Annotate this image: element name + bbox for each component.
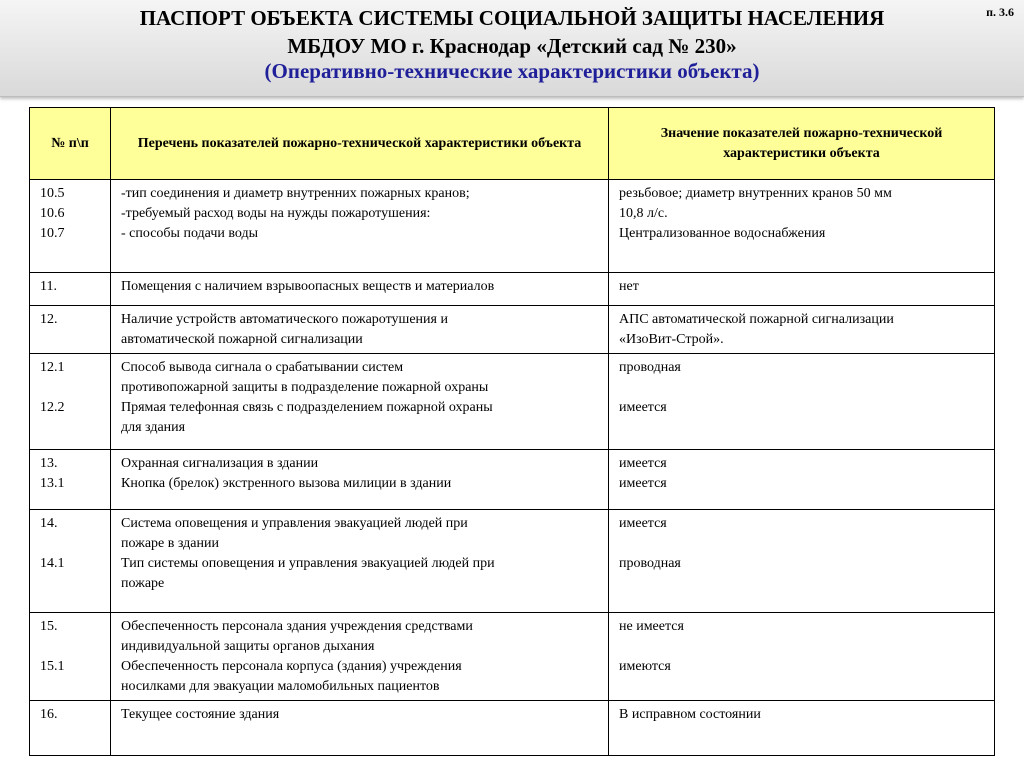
cell-indicator-line: Помещения с наличием взрывоопасных веществ и материалов (121, 279, 495, 294)
cell-indicator-line: пожаре (121, 576, 165, 591)
cell-value-line: имеется (619, 516, 667, 531)
cell-value-line: имеются (619, 659, 671, 674)
cell-indicator (111, 180, 609, 273)
document-title: ПАСПОРТ ОБЪЕКТА СИСТЕМЫ СОЦИАЛЬНОЙ ЗАЩИТЫ НАСЕЛЕНИЯ (139, 6, 885, 30)
cell-indicator-line: индивидуальной защиты органов дыхания (121, 639, 375, 654)
cell-indicator-line: Тип системы оповещения и управления эвакуацией людей при (121, 556, 495, 571)
table-row (30, 306, 995, 354)
cell-indicator (111, 273, 609, 306)
cell-value-line (619, 637, 989, 657)
cell-no (30, 450, 111, 510)
cell-no-line: 10.6 (40, 206, 65, 221)
cell-indicator-line: -требуемый расход воды на нужды пожаротушения: (121, 206, 431, 221)
cell-indicator-line: Охранная сигнализация в здании (121, 456, 319, 471)
cell-indicator-line: Обеспеченность персонала корпуса (здания) учреждения (121, 659, 462, 674)
cell-indicator-line: Наличие устройств автоматического пожаротушения и (121, 312, 448, 327)
cell-value (609, 354, 995, 450)
cell-indicator (111, 354, 609, 450)
cell-no-line (40, 378, 105, 398)
table-header-row (30, 108, 995, 180)
cell-indicator-line: -тип соединения и диаметр внутренних пожарных кранов; (121, 186, 470, 201)
cell-indicator-line: - способы подачи воды (121, 226, 258, 241)
cell-no-line: 12. (40, 312, 58, 327)
cell-indicator-line: Система оповещения и управления эвакуацией людей при (121, 516, 468, 531)
cell-indicator-line: для здания (121, 420, 186, 435)
column-header-indicator: Перечень показателей пожарно-технической характеристики объекта (111, 108, 609, 180)
cell-no-line: 14.1 (40, 556, 65, 571)
cell-no-line: 13. (40, 456, 58, 471)
cell-value (609, 510, 995, 613)
table-row (30, 180, 995, 273)
cell-value (609, 613, 995, 701)
cell-indicator-line: Обеспеченность персонала здания учреждения средствами (121, 619, 473, 634)
cell-no (30, 180, 111, 273)
cell-no-line: 11. (40, 279, 57, 294)
cell-value-line: резьбовое; диаметр внутренних кранов 50 мм (619, 186, 892, 201)
cell-indicator-line: пожаре в здании (121, 536, 219, 551)
cell-indicator (111, 306, 609, 354)
cell-value-line: В исправном состоянии (619, 707, 761, 722)
cell-no-line: 15. (40, 619, 58, 634)
table-row (30, 450, 995, 510)
cell-no-line: 10.5 (40, 186, 65, 201)
cell-value (609, 701, 995, 756)
table-row (30, 701, 995, 756)
cell-value-line: проводная (619, 360, 681, 375)
cell-indicator-line: противопожарной защиты в подразделение пожарной охраны (121, 380, 489, 395)
cell-indicator-line: Текущее состояние здания (121, 707, 280, 722)
cell-no-line: 14. (40, 516, 58, 531)
table-row (30, 510, 995, 613)
cell-indicator-line: Прямая телефонная связь с подразделением пожарной охраны (121, 400, 493, 415)
cell-indicator-line: Способ вывода сигнала о срабатывании систем (121, 360, 404, 375)
cell-value-line: имеется (619, 456, 667, 471)
cell-value-line: Централизованное водоснабжения (619, 226, 826, 241)
table-row (30, 354, 995, 450)
cell-no (30, 273, 111, 306)
cell-no-line: 16. (40, 707, 58, 722)
cell-no-line (40, 637, 105, 657)
slide-header (0, 0, 1024, 97)
cell-value (609, 306, 995, 354)
cell-no (30, 354, 111, 450)
cell-indicator (111, 701, 609, 756)
cell-value (609, 273, 995, 306)
cell-no (30, 701, 111, 756)
table-row (30, 273, 995, 306)
cell-value-line: «ИзоВит-Строй». (619, 332, 724, 347)
cell-no (30, 306, 111, 354)
cell-value-line (619, 378, 989, 398)
cell-value (609, 180, 995, 273)
cell-no-line (40, 534, 105, 554)
cell-no (30, 613, 111, 701)
cell-indicator-line: Кнопка (брелок) экстренного вызова милиции в здании (121, 476, 452, 491)
column-header-value: Значение показателей пожарно-технической характеристики объекта (609, 108, 995, 180)
cell-indicator (111, 510, 609, 613)
section-subtitle: (Оперативно-технические характеристики объекта) (264, 59, 760, 83)
cell-value (609, 450, 995, 510)
cell-no-line: 13.1 (40, 476, 65, 491)
cell-value-line: имеется (619, 400, 667, 415)
cell-no-line: 10.7 (40, 226, 65, 241)
page-number: п. 3.6 (986, 5, 1014, 19)
cell-indicator (111, 450, 609, 510)
cell-value-line: нет (619, 279, 639, 294)
cell-value-line (619, 534, 989, 554)
characteristics-table (29, 107, 995, 756)
cell-value-line: имеется (619, 476, 667, 491)
cell-no-line: 12.2 (40, 400, 65, 415)
cell-indicator-line: автоматической пожарной сигнализации (121, 332, 363, 347)
column-header-number: № п\п (30, 108, 111, 180)
cell-no-line: 12.1 (40, 360, 65, 375)
cell-value-line: не имеется (619, 619, 684, 634)
cell-no-line: 15.1 (40, 659, 65, 674)
cell-indicator-line: носилками для эвакуации маломобильных пациентов (121, 679, 440, 694)
cell-no (30, 510, 111, 613)
cell-indicator (111, 613, 609, 701)
cell-value-line: 10,8 л/с. (619, 206, 668, 221)
cell-value-line: проводная (619, 556, 681, 571)
table-row (30, 613, 995, 701)
institution-name: МБДОУ МО г. Краснодар «Детский сад № 230» (287, 34, 737, 58)
cell-value-line: АПС автоматической пожарной сигнализации (619, 312, 894, 327)
